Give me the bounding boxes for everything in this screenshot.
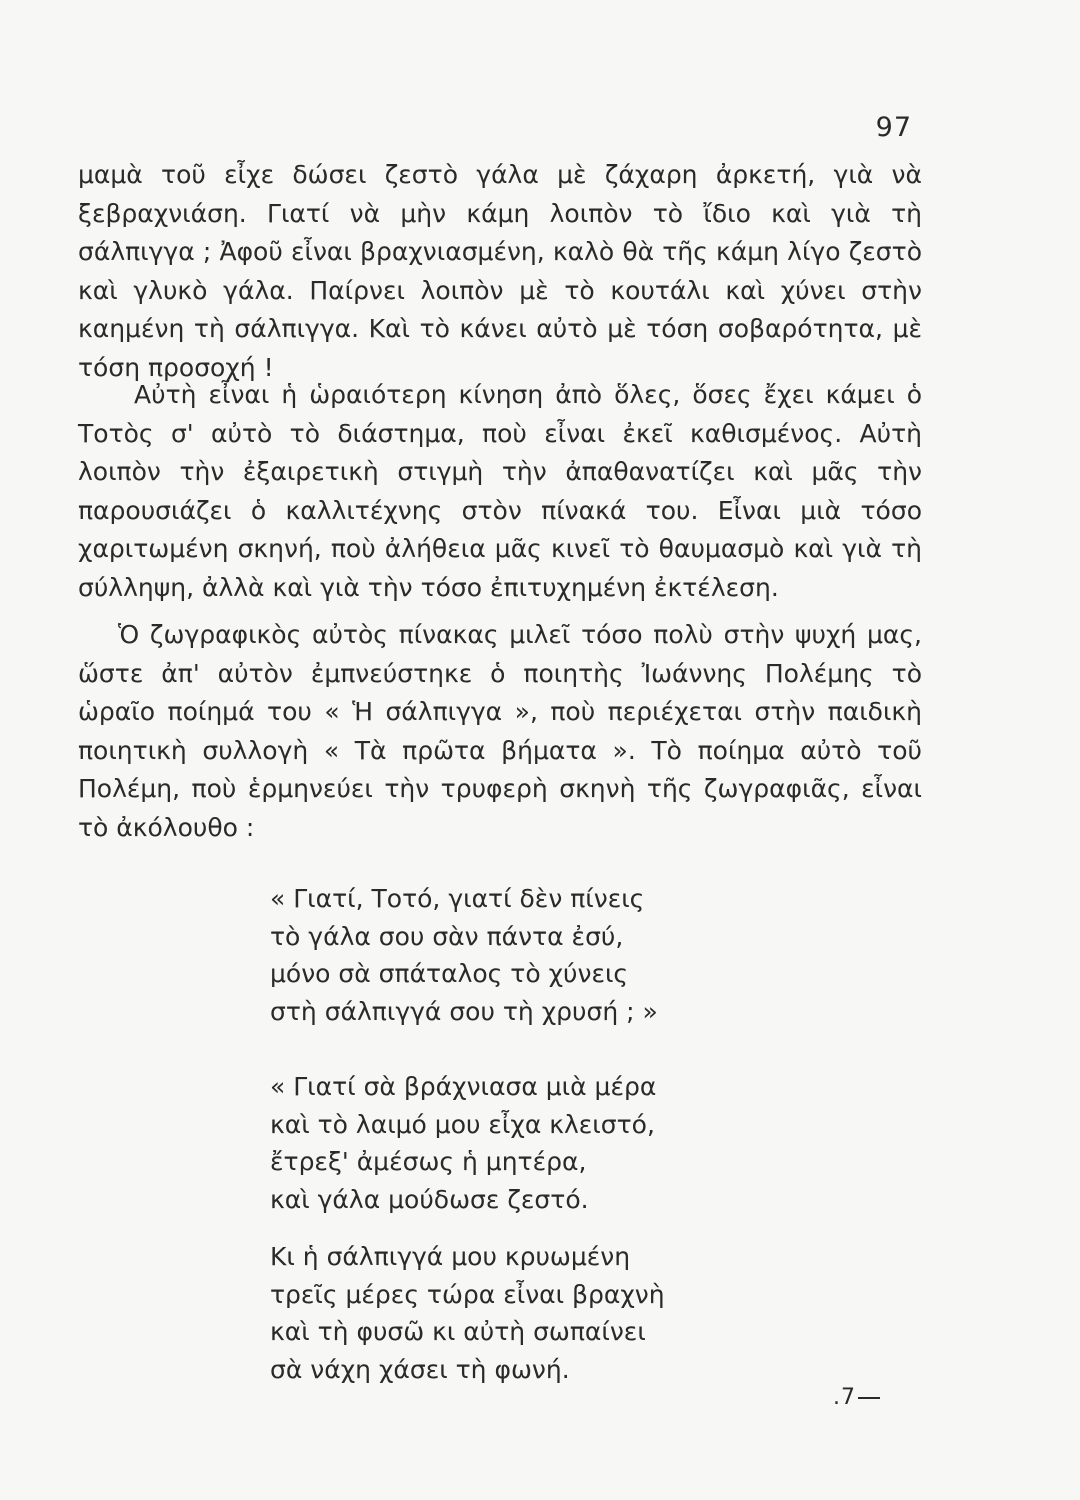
poem-line: « Γιατί σὰ βράχνιασα μιὰ μέρα [270, 1072, 657, 1101]
poem-line: καὶ γάλα μούδωσε ζεστό. [270, 1184, 589, 1214]
paragraph-text: μαμὰ τοῦ εἶχε δώσει ζεστὸ γάλα μὲ ζάχαρη ἀρκετή, γιὰ νὰ ξεβραχνιάση. Γιατί νὰ μὴν κάμη λοιπὸν τὸ ἴδιο καὶ γιὰ τὴ σάλπιγγα ; Ἀφοῦ εἶναι βραχνιασμένη, καλὸ θὰ τῆς κάμη λίγο ζεστὸ καὶ γλυκὸ γάλα. Παίρνει λοιπὸν μὲ τὸ κουτάλι καὶ χύνει στὴν καημένη τὴ σάλπιγγα. Καὶ τὸ κάνει αὐτὸ μὲ τόση σοβαρότητα, μὲ τόση προσοχή ! [78, 160, 922, 382]
paragraph-text: Αὐτὴ εἶναι ἡ ὡραιότερη κίνηση ἀπὸ ὅλες, ὅσες ἔχει κάμει ὁ Τοτὸς σ' αὐτὸ τὸ διάστημα, ποὺ εἶναι ἐκεῖ καθισμένος. Αὐτὴ λοιπὸν τὴν ἐξαιρετικὴ στιγμὴ τὴν ἀπαθανατίζει καὶ μᾶς τὴν παρουσιάζει ὁ καλλιτέχνης στὸν πίνακά του. Εἶναι μιὰ τόσο χαριτωμένη σκηνή, ποὺ ἀλήθεια μᾶς κινεῖ τὸ θαυμασμὸ καὶ γιὰ τὴ σύλληψη, ἀλλὰ καὶ γιὰ τὴν τόσο ἐπιτυχημένη ἐκτέλεση. [78, 380, 922, 602]
poem-stanza-2 [270, 1068, 790, 1218]
paragraph-3 [78, 616, 922, 847]
page-number: 97 [875, 112, 912, 143]
signature-mark: .7 [833, 1385, 880, 1410]
poem-stanza-1 [270, 880, 790, 1030]
poem-line: σὰ νάχη χάσει τὴ φωνή. [270, 1354, 570, 1384]
poem-stanza-3 [270, 1238, 790, 1388]
poem-line: τρεῖς μέρες τώρα εἶναι βραχνὴ [270, 1279, 665, 1309]
poem-line: Κι ἡ σάλπιγγά μου κρυωμένη [270, 1242, 631, 1271]
paragraph-text: Ὁ ζωγραφικὸς αὐτὸς πίνακας μιλεῖ τόσο πολὺ στὴν ψυχή μας, ὥστε ἀπ' αὐτὸν ἐμπνεύστηκε ὁ ποιητὴς Ἰωάννης Πολέμης τὸ ὡραῖο ποίημά του « Ἡ σάλπιγγα », ποὺ περιέχεται στὴν παιδικὴ ποιητικὴ συλλογὴ « Τὰ πρῶτα βήματα ». Τὸ ποίημα αὐτὸ τοῦ Πολέμη, ποὺ ἑρμηνεύει τὴν τρυφερὴ σκηνὴ τῆς ζωγραφιᾶς, εἶναι τὸ ἀκόλουθο : [78, 620, 922, 842]
poem-line: καὶ τὴ φυσῶ κι αὐτὴ σωπαίνει [270, 1317, 646, 1346]
paragraph-2 [78, 376, 922, 607]
poem-line: « Γιατί, Τοτό, γιατί δὲν πίνεις [270, 884, 645, 913]
paragraph-1 [78, 156, 922, 387]
poem-line: ἔτρεξ' ἀμέσως ἡ μητέρα, [270, 1147, 587, 1176]
poem-line: μόνο σὰ σπάταλος τὸ χύνεις [270, 959, 629, 988]
poem-line: στὴ σάλπιγγά σου τὴ χρυσή ; » [270, 996, 658, 1026]
poem-line: τὸ γάλα σου σὰν πάντα ἐσύ, [270, 921, 624, 951]
poem-line: καὶ τὸ λαιμό μου εἶχα κλειστό, [270, 1109, 655, 1139]
